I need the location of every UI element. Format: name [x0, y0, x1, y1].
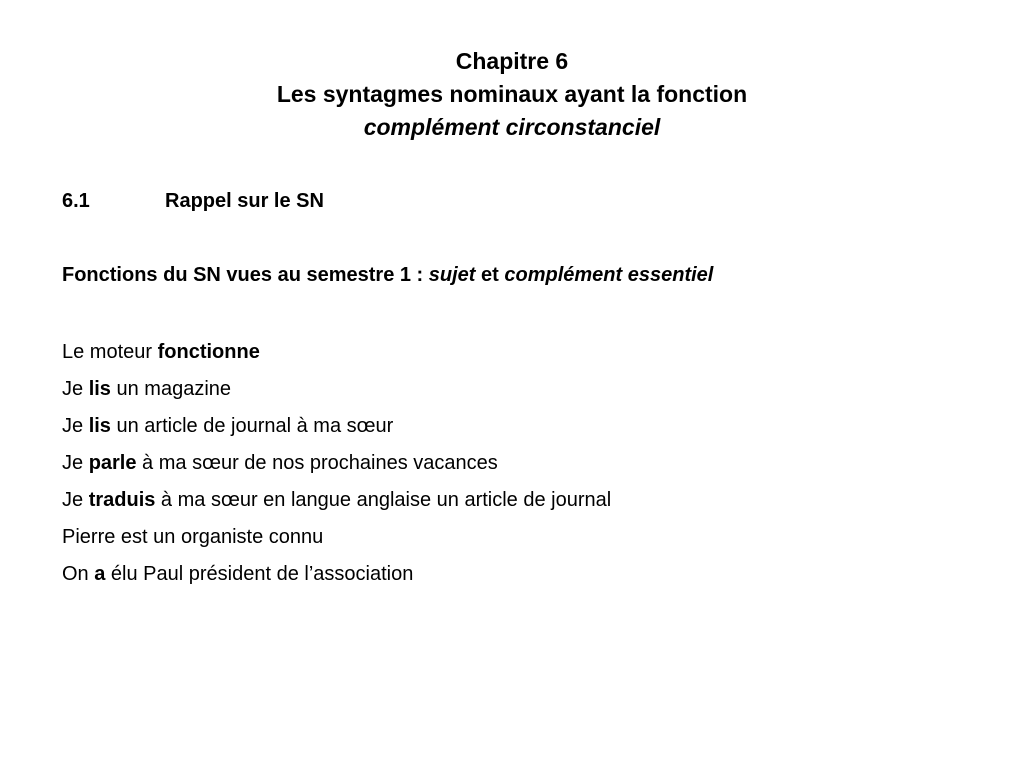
function-term-complement: complément essentiel	[504, 264, 714, 286]
sentence-end: à ma sœur de nos prochaines vacances	[136, 452, 498, 474]
section-number: 6.1	[62, 190, 90, 212]
sentence-start: Je	[62, 452, 89, 474]
example-sentence	[62, 445, 611, 482]
example-sentence	[62, 408, 611, 445]
example-sentence	[62, 371, 611, 408]
sentence-verb: lis	[88, 415, 111, 437]
sentence-start: Le moteur	[62, 341, 158, 363]
sentence-start: Je	[62, 378, 89, 400]
sentence-verb: a	[94, 563, 106, 585]
example-sentence	[62, 556, 611, 593]
slide-title	[0, 45, 1024, 144]
functions-prefix: Fonctions du SN vues au semestre 1 :	[62, 264, 429, 286]
functions-statement	[62, 262, 713, 288]
sentence-start: Je	[62, 415, 89, 437]
sentence-end: un article de journal à ma sœur	[110, 415, 394, 437]
example-sentence	[62, 519, 611, 556]
sentence-end: un magazine	[110, 378, 232, 400]
sentence-verb: fonctionne	[157, 341, 260, 363]
chapter-label: Chapitre 6	[455, 48, 569, 74]
functions-connector: et	[475, 264, 505, 286]
example-sentence	[62, 334, 611, 371]
function-term-subject: sujet	[428, 264, 476, 286]
sentence-start: Je	[62, 489, 89, 511]
sentence-start: On	[62, 563, 95, 585]
sentence-verb: traduis	[88, 489, 156, 511]
chapter-title: Les syntagmes nominaux ayant la fonction	[276, 81, 748, 107]
sentence-end: élu Paul président de l’association	[105, 563, 414, 585]
sentence-end: à ma sœur en langue anglaise un article de journal	[155, 489, 612, 511]
example-sentences	[62, 334, 611, 593]
section-heading	[62, 188, 324, 214]
section-title: Rappel sur le SN	[165, 190, 324, 212]
example-sentence	[62, 482, 611, 519]
sentence-start: Pierre est un organiste connu	[62, 526, 324, 548]
chapter-subtitle: complément circonstanciel	[363, 114, 661, 140]
sentence-verb: parle	[88, 452, 137, 474]
sentence-verb: lis	[88, 378, 111, 400]
